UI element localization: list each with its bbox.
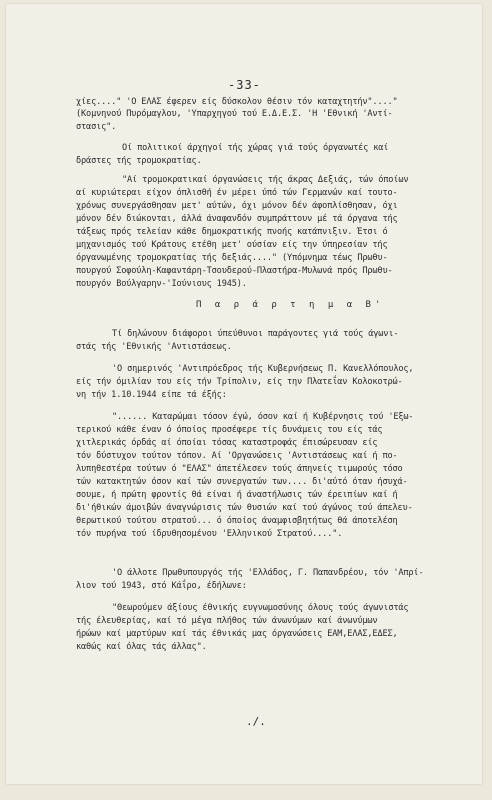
text-line: τάξεως πρός τελείαν κάθε δημοκρατικής πνοής κατάπνιξιν. Έτσι ό — [76, 227, 388, 237]
text-line: μόνον δέν διώκονται, άλλά άναφανδόν συμπράττουν μέ τά όργανα τής — [76, 214, 398, 224]
text-line: λιον τού 1943, στό Κάΐρο, έδήλωνε: — [76, 581, 247, 591]
text-line: θερωτικού τούτου στρατού... ό όποίος άναμφισβητήτως θά άποτελέση — [76, 516, 398, 526]
text-line: δι'ήθικών άμοιβών άναγνώρισις τών θυσιών καί τού άγώνος τού άπελευ- — [76, 503, 413, 513]
text-line: πουργού Σοφούλη-Καφαντάρη-Τσουδερού-Πλαστήρα-Μυλωνά πρός Πρωθυ- — [76, 266, 393, 276]
text-line: είς τήν όμιλίαν του είς τήν Τρίπολιν, είς την Πλατεΐαν Κολοκοτρώ- — [76, 377, 403, 387]
section-heading: Π α ρ ά ρ τ η μ α Β' — [196, 300, 385, 310]
text-line: μηχανισμός τού Κράτους ετέθη μετ' ούσίαν είς την ύπηρεσίαν τής — [76, 240, 388, 250]
text-line: τών κατακτητών όσον καί τών συνεργατών των.... δι'αύτό όταν ήσυχά- — [76, 477, 408, 487]
text-line: τερικού κάθε έναν ό όποίος προσέφερε τίς δυνάμεις του είς τάς — [76, 425, 383, 435]
text-line: χρόνως συνεργάσθησαν μετ' αύτών, όχι μόνον δέν άφοπλίσθησαν, όχι — [76, 201, 398, 211]
signoff-mark: ./. — [246, 715, 266, 728]
text-line: καθώς καί όλας τάς άλλας". — [76, 642, 207, 652]
text-line: τής έλευθερίας, καί τό μέγα πλήθος τών άνωνύμων καί άνωνύμων — [76, 616, 378, 626]
text-line: "...... Καταρώμαι τόσον έγώ, όσον καί ή Κυβέρνησις τού 'Εξω- — [112, 412, 414, 422]
text-line: Οί πολιτικοί άρχηγοί τής χώρας γιά τούς όργανωτές καί — [122, 143, 389, 153]
text-line: χιτλερικάς όρδάς αί όποίαι τόσας καταστροφάς έπισώρευσαν είς — [76, 438, 378, 448]
text-line: (Κομνηνού Πυρόμαγλου, 'Υπαρχηγού τού Ε.Δ.Ε.Σ. 'Η 'Εθνική 'Αντί- — [76, 109, 393, 119]
text-line: όργανωμένης τρομοκρατίας τής δεξιάς...." (Υπόμνημα τέως Πρωθυ- — [76, 253, 388, 263]
text-line: ήρώων καί μαρτύρων καί τάς έθνικάς μας όργανώσεις ΕΑΜ,ΕΛΑΣ,ΕΔΕΣ, — [76, 629, 398, 639]
text-line: σουμε, ή πρώτη φροντίς θά είναι ή άναστήλωσις τών έρειπίων καί ή — [76, 490, 398, 500]
text-line: στάς τής 'Εθνικής 'Αντιστάσεως. — [76, 342, 232, 352]
text-line: "Αί τρομοκρατικαί όργανώσεις τής άκρας Δεξιάς, τών όποίων — [122, 175, 409, 185]
text-line: τόν δύστυχον τούτον τόπον. Αί 'Οργανώσεις 'Αντιστάσεως καί ή πο- — [76, 451, 398, 461]
text-line: πουργόν Βούλγαρην-'Ιούνιους 1945). — [76, 279, 247, 289]
text-line: 'Ο άλλοτε Πρωθυπουργός τής 'Ελλάδος, Γ. Παπανδρέου, τόν 'Απρί- — [112, 568, 424, 578]
text-line: νη τήν 1.10.1944 είπε τά έξής: — [76, 390, 227, 400]
text-line: Τί δηλώνουν διάφοροι ύπεύθυνοι παράγοντες γιά τούς άγωνι- — [112, 329, 399, 339]
page-number: -33- — [228, 78, 261, 92]
document-page — [6, 4, 482, 784]
text-line: "Θεωρούμεν άξίους έθνικής ευγνωμοσύνης όλους τούς άγωνιστάς — [112, 603, 409, 613]
text-line: στασις". — [76, 122, 117, 132]
text-line: τόν πυρήνα τού ίδρυθησομένου 'Ελληνικού Στρατού....". — [76, 529, 343, 539]
text-line: χίες...." 'Ο ΕΛΑΣ έφερεν είς δύσκολον θέσιν τόν καταχτητήν"...." — [76, 97, 398, 107]
text-line: δράστες τής τρομοκρατίας. — [76, 156, 202, 166]
text-line: αί κυριώτεραι είχον όπλισθή έν μέρει ύπό τών Γερμανών καί τουτο- — [76, 188, 398, 198]
text-line: λυπηθεστέρα τούτων ό "ΕΛΑΣ" άπετέλεσεν τούς άπηνείς τιμωρούς τόσο — [76, 464, 403, 474]
text-line: 'Ο σημερινός 'Αντιπρόεδρος τής Κυβερνήσεως Π. Κανελλόπουλος, — [112, 364, 414, 374]
